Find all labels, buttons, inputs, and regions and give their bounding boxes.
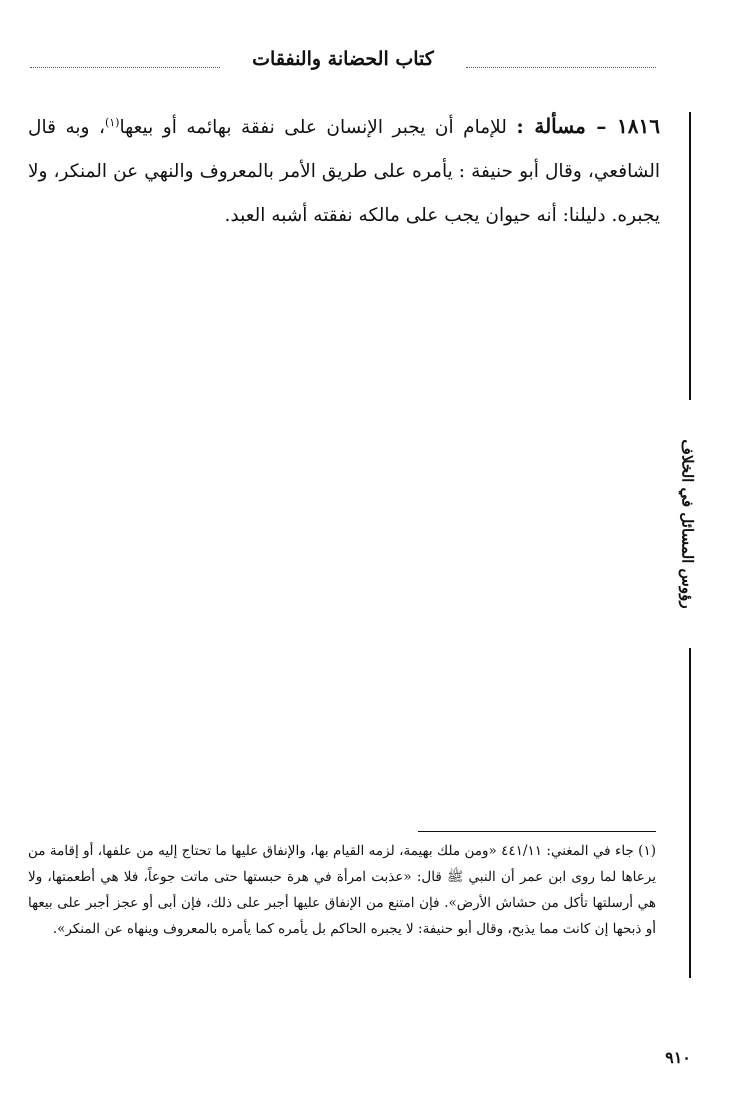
side-title <box>660 418 716 630</box>
header-title: كتاب الحضانة والنفقات <box>252 48 434 70</box>
side-rule-bottom <box>689 648 691 978</box>
footnote <box>28 838 656 942</box>
side-title-text: رؤوس المسائل في الخلاف <box>679 439 698 609</box>
issue-dash: – <box>585 114 618 138</box>
page-number: ٩١٠ <box>665 1048 691 1067</box>
footnote-rule <box>418 831 656 832</box>
issue-text-after-ref: ، وبه قال الشافعي، وقال أبو حنيفة : يأمره على طريق الأمر بالمعروف والنهي عن المنكر، ولا يجبره. دليلنا: أنه حيوان يجب على مالكه نفقته أشبه العبد. <box>28 117 660 226</box>
issue-text-before-ref: للإمام أن يجبر الإنسان على نفقة بهائمه أو بيعها <box>119 117 517 138</box>
header-rule-left <box>30 67 220 68</box>
header-rule-right <box>466 67 656 68</box>
issue-number: ١٨١٦ <box>617 114 660 138</box>
issue-label: مسألة : <box>516 114 586 138</box>
running-header <box>30 48 656 74</box>
main-text <box>28 104 660 238</box>
footnote-text: (١) جاء في المغني: ٤٤١/١١ «ومن ملك بهيمة، لزمه القيام بها، والإنفاق عليها ما تحتاج إليه من علفها، أو إقامة من يرعاها لما روى ابن عمر أن النبي ﷺ قال: «عذبت امرأة في هرة حبستها حتى ماتت جوعاً، فلا هي أطعمتها، ولا هي أرسلتها تأكل من حشاش الأرض». فإن امتنع من الإنفاق عليها أجبر على ذلك، فإن أبى أو عجز أجبر على بيعها أو ذبحها إن كانت مما يذبح، وقال أبو حنيفة: لا يجبره الحاكم بل يأمره كما يأمره بالمعروف وينهاه عن المنكر». <box>28 843 656 937</box>
footnote-ref-mark[interactable]: (١) <box>104 115 120 129</box>
side-rule-top <box>689 112 691 400</box>
